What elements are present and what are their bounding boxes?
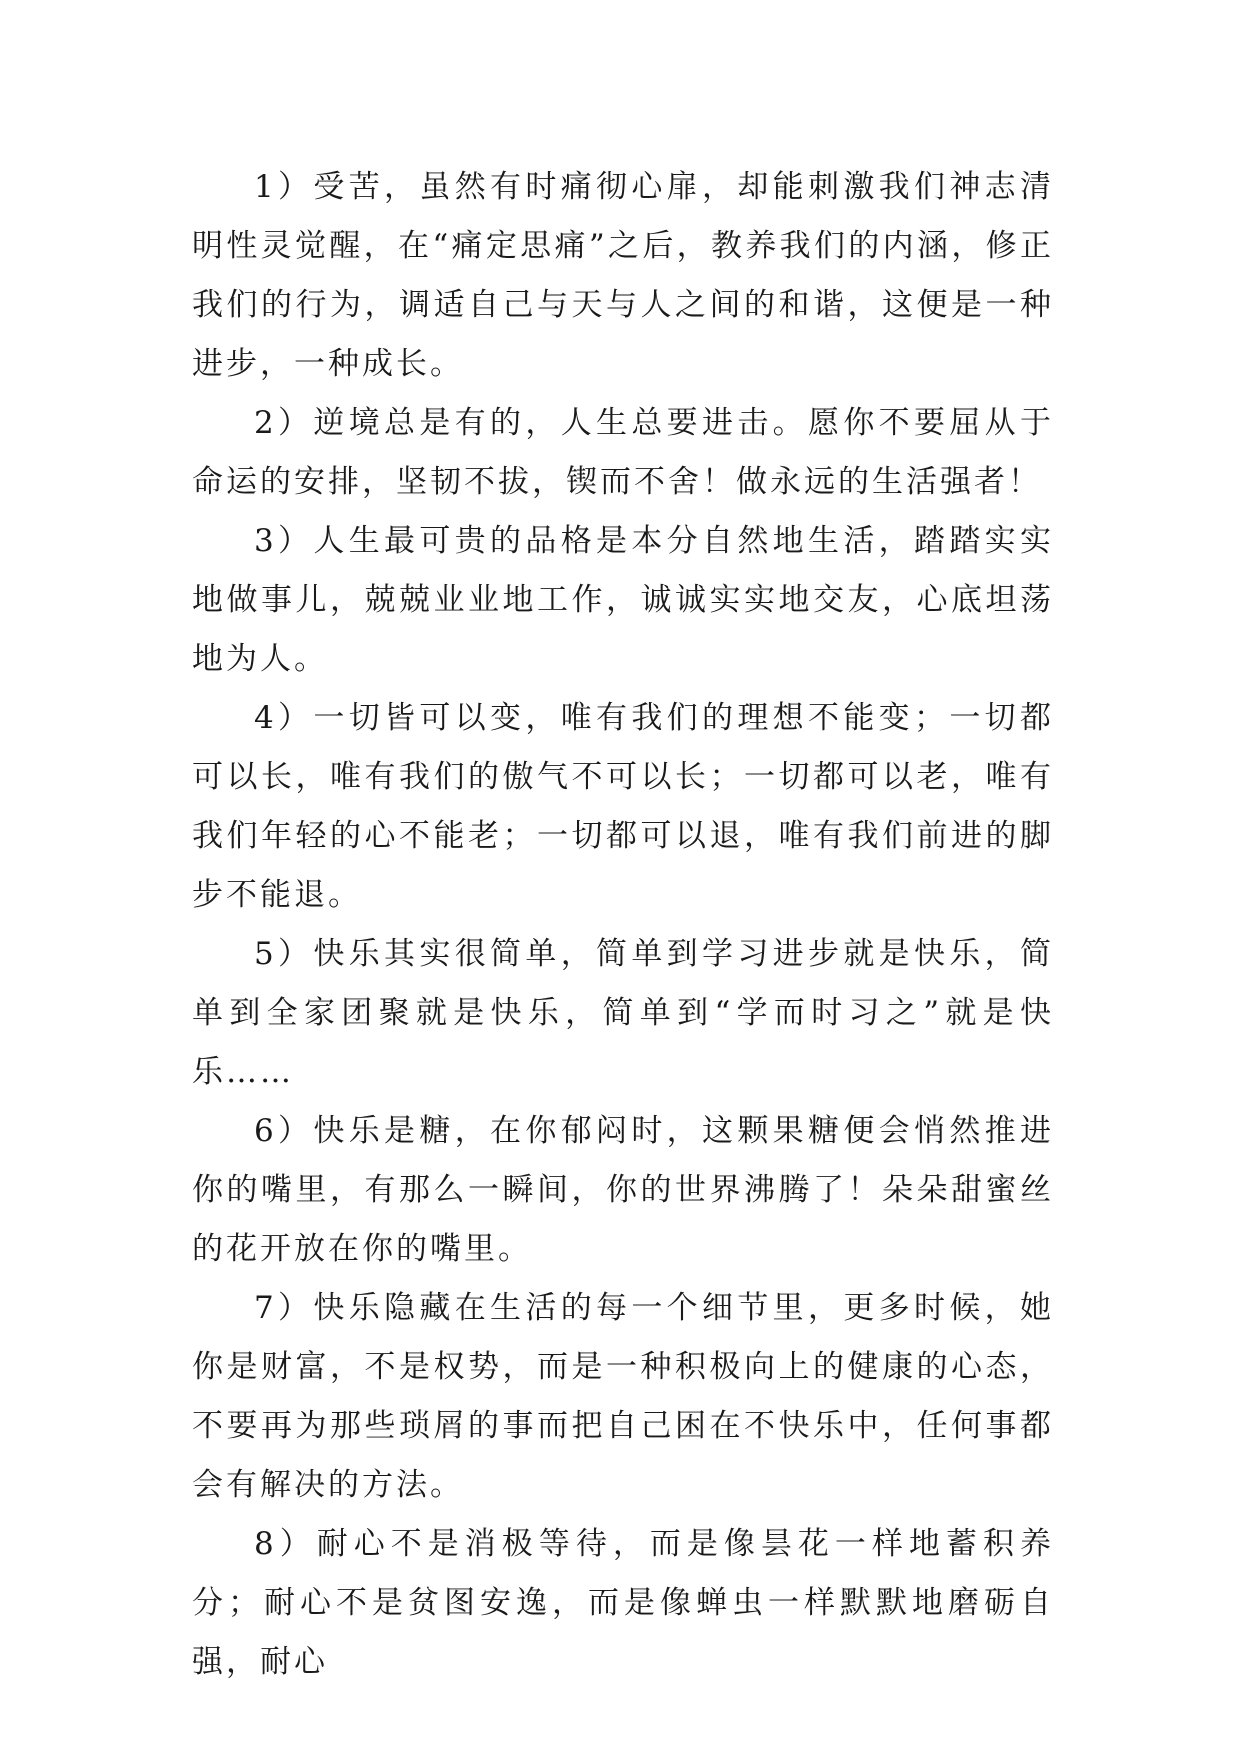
paragraph-5: 5）快乐其实很简单，简单到学习进步就是快乐，简单到全家团聚就是快乐，简单到“学而时习之”就是快乐…… — [192, 936, 1054, 1090]
paragraph-3: 3）人生最可贵的品格是本分自然地生活，踏踏实实地做事儿，兢兢业业地工作，诚诚实实地交友，心底坦荡地为人。 — [192, 523, 1054, 677]
document-body — [192, 158, 1054, 1692]
paragraph-2: 2）逆境总是有的，人生总要进击。愿你不要屈从于命运的安排，坚韧不拔，锲而不舍！做永远的生活强者！ — [192, 405, 1054, 500]
paragraph-6: 6）快乐是糖，在你郁闷时，这颗果糖便会悄然推进你的嘴里，有那么一瞬间，你的世界沸腾了！朵朵甜蜜丝的花开放在你的嘴里。 — [192, 1113, 1054, 1267]
paragraph-1: 1）受苦，虽然有时痛彻心扉，却能刺激我们神志清明性灵觉醒，在“痛定思痛”之后，教养我们的内涵，修正我们的行为，调适自己与天与人之间的和谐，这便是一种进步，一种成长。 — [192, 169, 1054, 382]
paragraph-4: 4）一切皆可以变，唯有我们的理想不能变；一切都可以长，唯有我们的傲气不可以长；一切都可以老，唯有我们年轻的心不能老；一切都可以退，唯有我们前进的脚步不能退。 — [192, 700, 1054, 913]
paragraph-7: 7）快乐隐藏在生活的每一个细节里，更多时候，她你是财富，不是权势，而是一种积极向上的健康的心态，不要再为那些琐屑的事而把自己困在不快乐中，任何事都会有解决的方法。 — [192, 1290, 1054, 1503]
paragraph-8: 8）耐心不是消极等待，而是像昙花一样地蓄积养分；耐心不是贫图安逸，而是像蝉虫一样默默地磨砺自强，耐心 — [192, 1526, 1054, 1680]
